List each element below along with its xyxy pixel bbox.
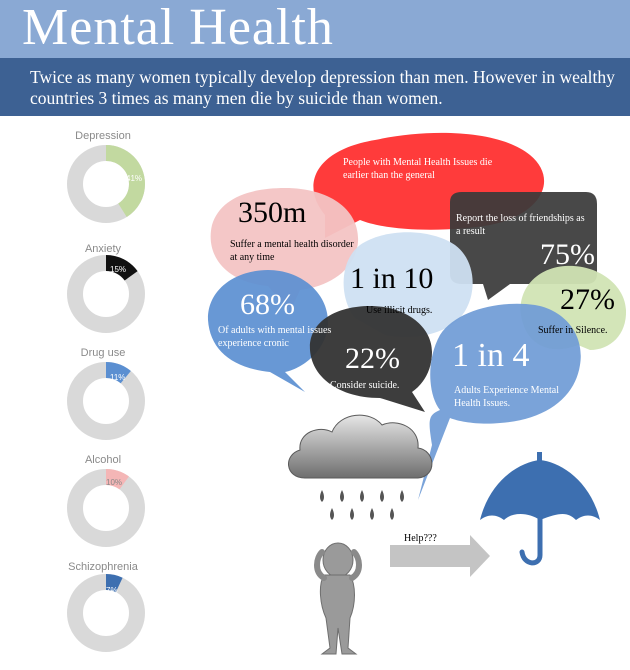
pink-bubble-value: 350m — [238, 196, 307, 229]
pink-bubble-text: Suffer a mental health disorder at any time — [230, 239, 354, 263]
donut-value-drug-use: 11% — [110, 373, 126, 382]
blue-left-bubble-value: 68% — [240, 288, 295, 321]
dark-top-bubble-value: 75% — [540, 238, 595, 271]
blue-right-bubble-value: 1 in 4 — [452, 337, 530, 374]
donut-label-depression: Depression — [75, 130, 131, 142]
page-subtitle: Twice as many women typically develop depression than men. However in wealthy countries 3 times as many men die by suicide than women. — [30, 67, 615, 108]
donut-value-alcohol: 10% — [106, 478, 123, 487]
rain-cloud-icon — [289, 415, 432, 520]
donut-label-schizophrenia: Schizophrenia — [68, 561, 138, 573]
stressed-person-icon — [317, 543, 359, 654]
dark-top-bubble-text: Report the loss of friendships as a result — [456, 213, 585, 237]
red-bubble-text-content: People with Mental Health Issues die earlier than the general — [343, 157, 493, 181]
donut-label-alcohol: Alcohol — [84, 454, 122, 466]
red-bubble-text — [343, 156, 513, 182]
light-blue-bubble-text: Use illicit drugs. — [366, 305, 433, 316]
umbrella-icon — [480, 452, 600, 563]
donut-value-anxiety: 15% — [110, 265, 127, 274]
light-blue-bubble-value: 1 in 10 — [350, 262, 434, 295]
dark-mid-bubble-text: Consider suicide. — [330, 380, 400, 391]
blue-left-bubble-text: Of adults with mental issues experience cronic — [218, 325, 332, 349]
donut-label-anxiety: Anxiety — [84, 243, 122, 255]
blue-right-bubble-text: Adults Experience Mental Health Issues. — [454, 385, 559, 409]
donut-value-schizophrenia: 7% — [106, 586, 118, 595]
donut-track-drug-use — [75, 370, 137, 432]
donut-charts — [75, 153, 137, 644]
page-title: Mental Health — [22, 0, 334, 56]
donut-value-depression: 41% — [126, 174, 143, 183]
green-bubble-text: Suffer in Silence. — [538, 325, 608, 336]
donut-label-drug-use: Drug use — [80, 347, 126, 359]
dark-mid-bubble-value: 22% — [345, 342, 400, 375]
help-text: Help??? — [404, 533, 437, 544]
green-bubble-value: 27% — [560, 283, 615, 316]
